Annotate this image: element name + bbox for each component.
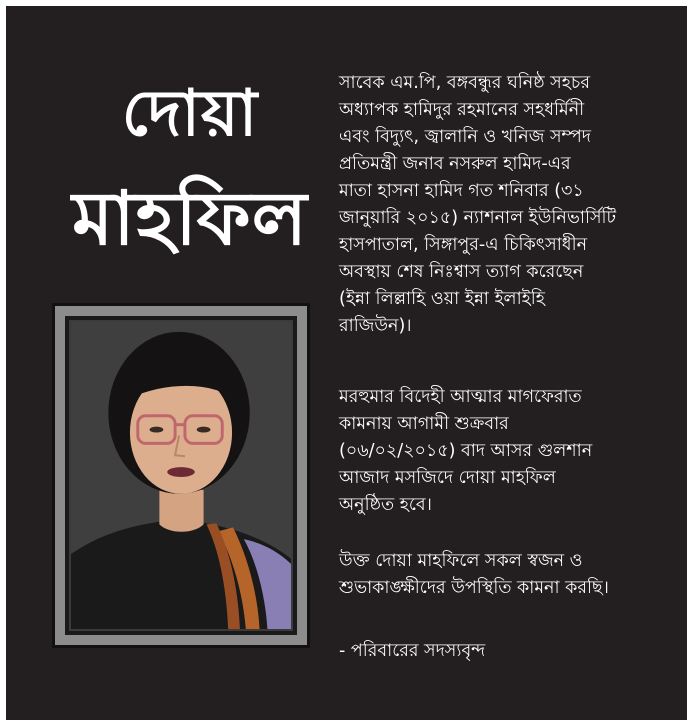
title-line-1: দোয়া — [121, 76, 259, 151]
title-line-2: মাহফিল — [72, 176, 308, 262]
signature: - পরিবারের সদস্যবৃন্দ — [339, 641, 486, 661]
invitation-paragraph: উক্ত দোয়া মাহফিলে সকল স্বজন ও শুভাকাঙ্ক্ষীদের উপস্থিতি কামনা করছি। — [339, 551, 609, 598]
portrait-photo — [71, 322, 291, 629]
prayer-details-paragraph: মরহুমার বিদেহী আত্মার মাগফেরাত কামনায় আগামী শুক্রবার (০৬/০২/২০১৫) বাদ আসর গুলশান আজাদ মসজিদে দোয়া মাহফিল অনুষ্ঠিত হবে। — [339, 387, 593, 515]
portrait-frame-inner — [65, 316, 297, 635]
portrait-frame — [52, 303, 310, 648]
obituary-paragraph: সাবেক এম.পি, বঙ্গবন্ধুর ঘনিষ্ঠ সহচর অধ্যাপক হামিদুর রহমানের সহধর্মিনী এবং বিদ্যুৎ, জ্বালানি ও খনিজ সম্পদ প্রতিমন্ত্রী জনাব নসরুল হামিদ-এর মাতা হাসনা হামিদ গত শনিবার (৩১ জানুয়ারি ২০১৫) ন্যাশনাল ইউনিভার্সিটি হাসপাতাল, সিঙ্গাপুর-এ চিকিৎসাধীন অবস্থায় শেষ নিঃশ্বাস ত্যাগ করেছেন (ইন্না লিল্লাহি ওয়া ইন্না ইলাইহি রাজিউন)। — [339, 73, 617, 336]
